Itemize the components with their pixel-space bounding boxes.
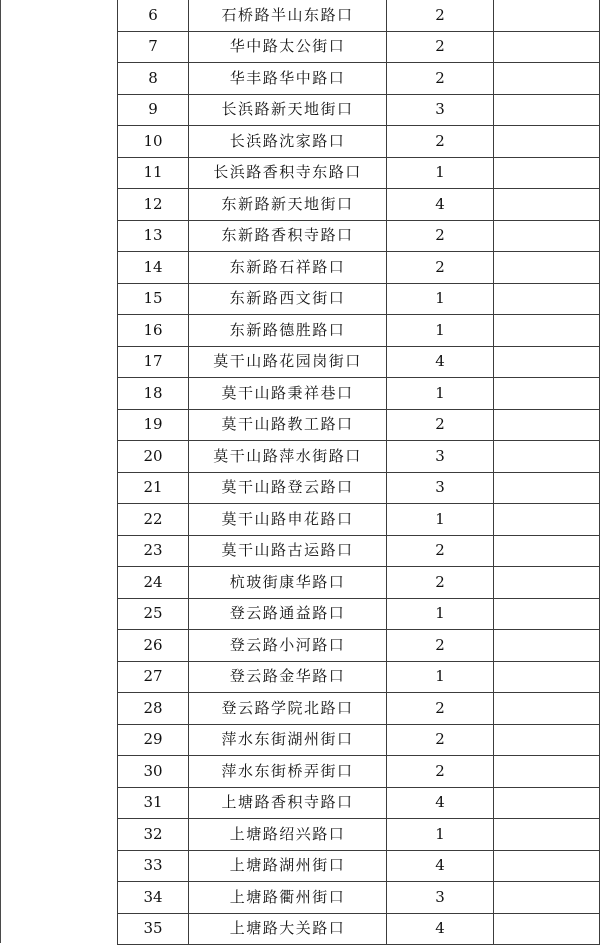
count-cell: 1 [387,598,494,630]
remark-cell [494,598,600,630]
row-number-cell: 28 [118,693,189,725]
table-row [118,819,600,851]
row-number-cell: 8 [118,63,189,95]
location-cell: 华中路太公街口 [189,31,387,63]
table-row [118,189,600,221]
remark-cell [494,567,600,599]
remark-cell [494,724,600,756]
remark-cell [494,315,600,347]
remark-cell [494,504,600,536]
count-cell: 2 [387,724,494,756]
row-number-cell: 25 [118,598,189,630]
table-row [118,94,600,126]
row-number-cell: 23 [118,535,189,567]
location-cell: 莫干山路萍水街路口 [189,441,387,473]
count-cell: 2 [387,126,494,158]
row-number-cell: 13 [118,220,189,252]
row-number-cell: 33 [118,850,189,882]
location-cell: 华丰路华中路口 [189,63,387,95]
row-number-cell: 16 [118,315,189,347]
remark-cell [494,535,600,567]
count-cell: 1 [387,661,494,693]
table-body [118,0,600,945]
table-row [118,63,600,95]
location-cell: 莫干山路教工路口 [189,409,387,441]
table-row [118,220,600,252]
count-cell: 1 [387,315,494,347]
remark-cell [494,913,600,945]
remark-cell [494,756,600,788]
remark-cell [494,850,600,882]
row-number-cell: 24 [118,567,189,599]
location-cell: 上塘路绍兴路口 [189,819,387,851]
location-cell: 长浜路沈家路口 [189,126,387,158]
remark-cell [494,31,600,63]
location-cell: 登云路学院北路口 [189,693,387,725]
remark-cell [494,819,600,851]
count-cell: 2 [387,630,494,662]
remark-cell [494,409,600,441]
remark-cell [494,157,600,189]
count-cell: 2 [387,63,494,95]
count-cell: 1 [387,504,494,536]
row-number-cell: 31 [118,787,189,819]
row-number-cell: 6 [118,0,189,31]
location-cell: 莫干山路花园岗街口 [189,346,387,378]
table-row [118,31,600,63]
count-cell: 2 [387,409,494,441]
table-row [118,472,600,504]
location-cell: 莫干山路申花路口 [189,504,387,536]
count-cell: 4 [387,850,494,882]
location-cell: 上塘路湖州街口 [189,850,387,882]
table-row [118,315,600,347]
row-number-cell: 32 [118,819,189,851]
table-row [118,283,600,315]
table-row [118,0,600,31]
count-cell: 1 [387,157,494,189]
remark-cell [494,0,600,31]
row-number-cell: 7 [118,31,189,63]
count-cell: 1 [387,283,494,315]
remark-cell [494,882,600,914]
count-cell: 4 [387,346,494,378]
table-row [118,409,600,441]
count-cell: 2 [387,567,494,599]
table-row [118,598,600,630]
table-row [118,913,600,945]
left-margin-rule [0,0,1,943]
table-row [118,756,600,788]
row-number-cell: 19 [118,409,189,441]
table-row [118,535,600,567]
count-cell: 2 [387,0,494,31]
remark-cell [494,693,600,725]
location-cell: 杭玻街康华路口 [189,567,387,599]
table-row [118,882,600,914]
count-cell: 2 [387,535,494,567]
location-cell: 莫干山路登云路口 [189,472,387,504]
row-number-cell: 17 [118,346,189,378]
remark-cell [494,63,600,95]
remark-cell [494,472,600,504]
row-number-cell: 12 [118,189,189,221]
location-cell: 上塘路衢州街口 [189,882,387,914]
count-cell: 3 [387,94,494,126]
remark-cell [494,630,600,662]
count-cell: 4 [387,913,494,945]
remark-cell [494,787,600,819]
table-row [118,724,600,756]
location-cell: 登云路金华路口 [189,661,387,693]
location-cell: 东新路德胜路口 [189,315,387,347]
remark-cell [494,346,600,378]
count-cell: 1 [387,819,494,851]
table-row [118,661,600,693]
row-number-cell: 26 [118,630,189,662]
location-cell: 石桥路半山东路口 [189,0,387,31]
count-cell: 2 [387,756,494,788]
location-cell: 东新路西文街口 [189,283,387,315]
row-number-cell: 21 [118,472,189,504]
location-cell: 登云路通益路口 [189,598,387,630]
table-row [118,630,600,662]
table-row [118,567,600,599]
row-number-cell: 35 [118,913,189,945]
count-cell: 3 [387,882,494,914]
count-cell: 2 [387,220,494,252]
count-cell: 4 [387,189,494,221]
location-cell: 上塘路香积寺路口 [189,787,387,819]
row-number-cell: 22 [118,504,189,536]
row-number-cell: 10 [118,126,189,158]
location-cell: 莫干山路古运路口 [189,535,387,567]
location-cell: 萍水东街桥弄街口 [189,756,387,788]
count-cell: 2 [387,31,494,63]
table-row [118,504,600,536]
row-number-cell: 27 [118,661,189,693]
remark-cell [494,220,600,252]
remark-cell [494,441,600,473]
remark-cell [494,126,600,158]
location-cell: 长浜路香积寺东路口 [189,157,387,189]
location-cell: 登云路小河路口 [189,630,387,662]
location-cell: 长浜路新天地街口 [189,94,387,126]
location-cell: 东新路香积寺路口 [189,220,387,252]
table-row [118,850,600,882]
row-number-cell: 30 [118,756,189,788]
count-cell: 1 [387,378,494,410]
count-cell: 2 [387,252,494,284]
row-number-cell: 9 [118,94,189,126]
location-cell: 上塘路大关路口 [189,913,387,945]
table-row [118,346,600,378]
location-cell: 东新路石祥路口 [189,252,387,284]
row-number-cell: 14 [118,252,189,284]
intersection-table [117,0,600,945]
count-cell: 2 [387,693,494,725]
count-cell: 3 [387,441,494,473]
count-cell: 3 [387,472,494,504]
row-number-cell: 15 [118,283,189,315]
location-cell: 东新路新天地街口 [189,189,387,221]
location-cell: 莫干山路秉祥巷口 [189,378,387,410]
table-row [118,126,600,158]
table-row [118,157,600,189]
table-row [118,441,600,473]
table-row [118,252,600,284]
row-number-cell: 34 [118,882,189,914]
table-row [118,378,600,410]
table-row [118,787,600,819]
remark-cell [494,283,600,315]
row-number-cell: 29 [118,724,189,756]
location-cell: 萍水东街湖州街口 [189,724,387,756]
remark-cell [494,661,600,693]
remark-cell [494,94,600,126]
remark-cell [494,378,600,410]
count-cell: 4 [387,787,494,819]
remark-cell [494,189,600,221]
table-row [118,693,600,725]
row-number-cell: 18 [118,378,189,410]
remark-cell [494,252,600,284]
row-number-cell: 11 [118,157,189,189]
row-number-cell: 20 [118,441,189,473]
